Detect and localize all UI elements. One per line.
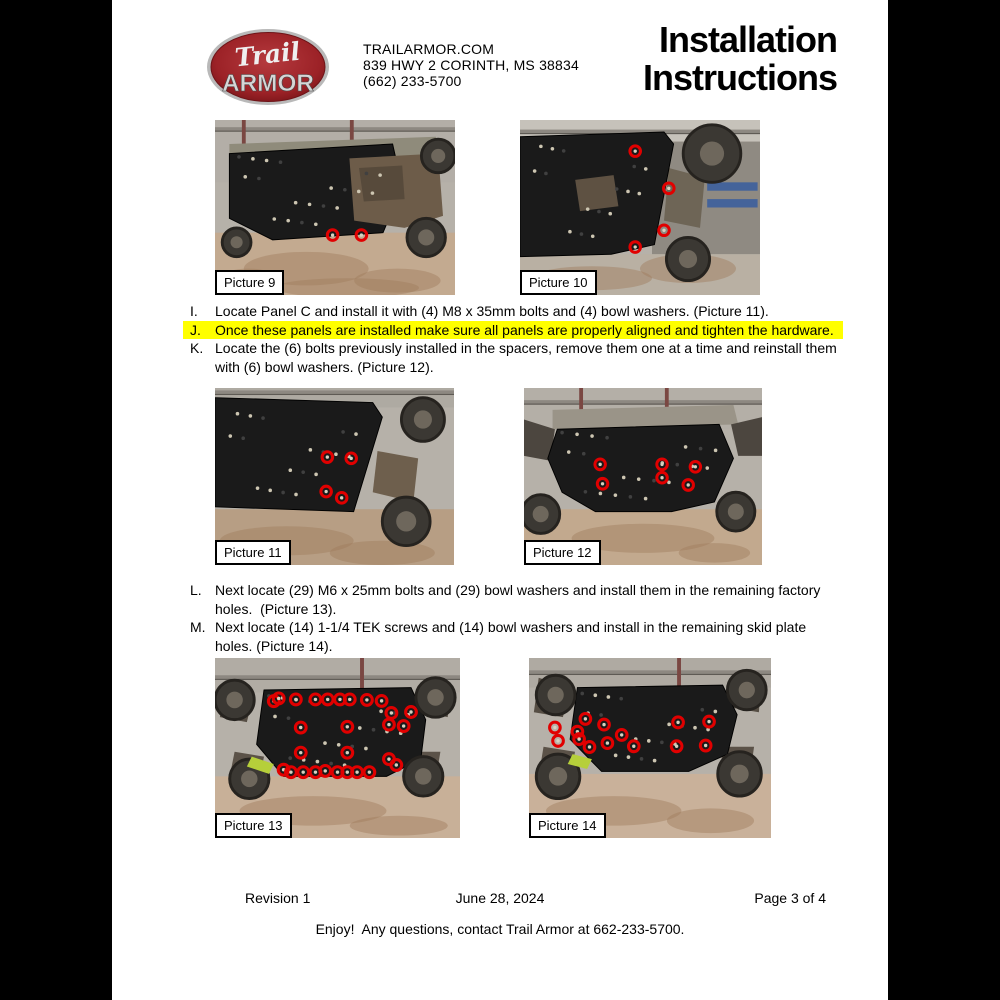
document-page bbox=[112, 0, 888, 1000]
step-text: Once these panels are installed make sure all panels are properly aligned and tighten the hardware. bbox=[215, 321, 834, 338]
step-letter: I. bbox=[190, 303, 198, 319]
footer-contact-line: Enjoy! Any questions, contact Trail Armor at 662-233-5700. bbox=[315, 921, 685, 937]
instruction-step-k bbox=[183, 339, 843, 376]
step-letter: L. bbox=[190, 582, 202, 598]
contact-phone: (662) 233-5700 bbox=[363, 73, 462, 89]
photo-picture-9 bbox=[215, 120, 455, 295]
picture-label: Picture 14 bbox=[529, 813, 606, 838]
photo-picture-11 bbox=[215, 388, 454, 565]
step-text: Locate Panel C and install it with (4) M8 x 35mm bolts and (4) bowl washers. (Picture 11). bbox=[215, 303, 769, 319]
picture-label: Picture 9 bbox=[215, 270, 284, 295]
logo-graphic bbox=[204, 26, 332, 108]
page-title-line1: Installation bbox=[658, 19, 837, 60]
picture-label: Picture 12 bbox=[524, 540, 601, 565]
photo-scene bbox=[215, 658, 460, 838]
instruction-list-ijk bbox=[183, 302, 843, 376]
step-text: Locate the (6) bolts previously installed in the spacers, remove them one at a time and reinstall them with (6) bowl washers. (Picture 12). bbox=[215, 340, 841, 375]
contact-website: TRAILARMOR.COM bbox=[363, 41, 495, 57]
photo-picture-14 bbox=[529, 658, 771, 838]
instruction-step-i bbox=[183, 302, 843, 321]
step-text: Next locate (14) 1-1/4 TEK screws and (14) bowl washers and install in the remaining skid plate holes. (Picture 14). bbox=[215, 619, 811, 654]
picture-label: Picture 11 bbox=[215, 540, 291, 565]
photo-scene bbox=[215, 388, 454, 565]
contact-block bbox=[363, 41, 579, 89]
step-letter: M. bbox=[190, 619, 206, 636]
photo-scene bbox=[215, 120, 455, 295]
step-letter: K. bbox=[190, 340, 204, 357]
instruction-list-lm bbox=[183, 581, 843, 655]
logo-script-text: Trail bbox=[233, 36, 302, 73]
photo-scene bbox=[520, 120, 760, 295]
page-title bbox=[643, 21, 837, 97]
photo-scene bbox=[529, 658, 771, 838]
contact-address: 839 HWY 2 CORINTH, MS 38834 bbox=[363, 57, 579, 73]
instruction-step-l bbox=[183, 581, 843, 618]
photo-picture-10 bbox=[520, 120, 760, 295]
photo-scene bbox=[524, 388, 762, 565]
picture-label: Picture 10 bbox=[520, 270, 597, 295]
step-text: Next locate (29) M6 x 25mm bolts and (29) bowl washers and install them in the remaining factory holes. (Picture 13). bbox=[215, 582, 825, 617]
photo-picture-13 bbox=[215, 658, 460, 838]
logo-block-text: ARMOR bbox=[222, 70, 314, 97]
footer-page-number: Page 3 of 4 bbox=[754, 890, 826, 906]
instruction-step-j bbox=[183, 321, 843, 340]
picture-label: Picture 13 bbox=[215, 813, 292, 838]
footer-revision: Revision 1 bbox=[245, 890, 311, 906]
photo-picture-12 bbox=[524, 388, 762, 565]
instruction-step-m bbox=[183, 618, 843, 655]
trail-armor-logo bbox=[204, 26, 332, 108]
page-title-line2: Instructions bbox=[642, 57, 837, 98]
step-letter: J. bbox=[190, 321, 201, 338]
footer-date: June 28, 2024 bbox=[455, 890, 545, 906]
